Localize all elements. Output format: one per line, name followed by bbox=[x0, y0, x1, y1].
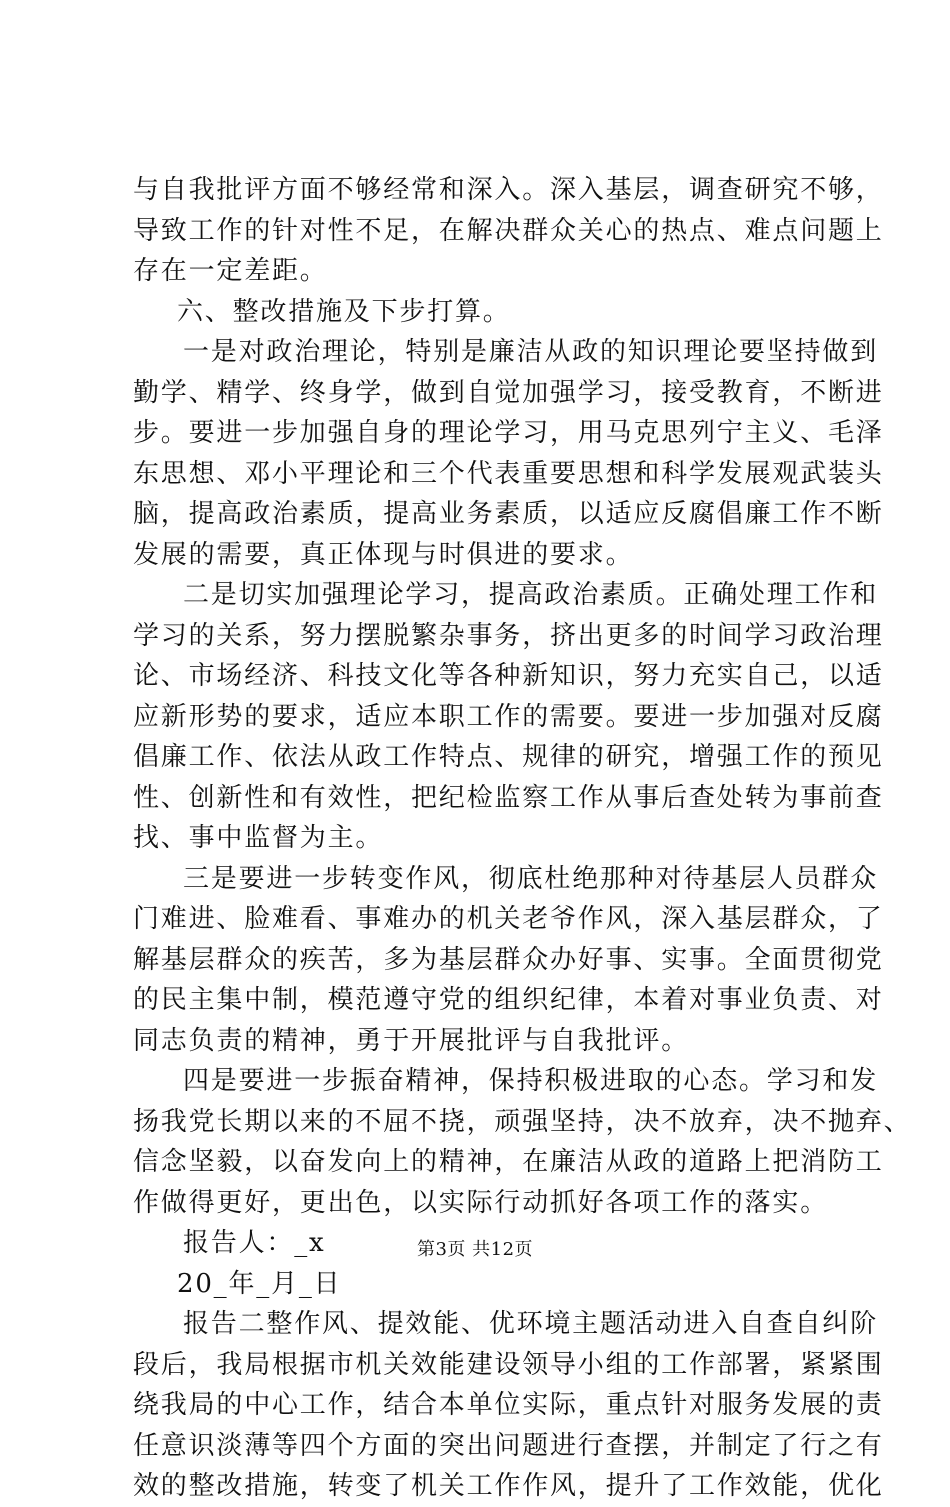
text-line: 步。要进一步加强自身的理论学习，用马克思列宁主义、毛泽 bbox=[133, 418, 884, 448]
text-line: 导致工作的针对性不足，在解决群众关心的热点、难点问题上 bbox=[133, 215, 884, 246]
text-line: 作做得更好，更出色，以实际行动抓好各项工作的落实。 bbox=[133, 1187, 829, 1218]
text-line: 学习的关系，努力摆脱繁杂事务，挤出更多的时间学习政治理 bbox=[133, 620, 884, 651]
text-line: 扬我党长期以来的不屈不挠，顽强坚持，决不放弃，决不抛弃、 bbox=[133, 1106, 912, 1137]
text-line: 脑，提高政治素质，提高业务素质，以适应反腐倡廉工作不断 bbox=[133, 499, 884, 529]
paragraph-start: 报告二整作风、提效能、优环境主题活动进入自查自纠阶 bbox=[183, 1309, 879, 1339]
text-line: 任意识淡薄等四个方面的突出问题进行查摆，并制定了行之有 bbox=[133, 1430, 884, 1461]
document-body bbox=[133, 170, 912, 1507]
text-line: 的民主集中制，模范遵守党的组织纪律，本着对事业负责、对 bbox=[133, 985, 884, 1015]
text-line: 门难进、脸难看、事难办的机关老爷作风，深入基层群众，了 bbox=[133, 904, 884, 934]
paragraph-start: 二是切实加强理论学习，提高政治素质。正确处理工作和 bbox=[183, 580, 879, 610]
text-line: 信念坚毅，以奋发向上的精神，在廉洁从政的道路上把消防工 bbox=[133, 1147, 884, 1177]
reporter-line: 报告人：_x bbox=[183, 1228, 326, 1258]
text-line: 应新形势的要求，适应本职工作的需要。要进一步加强对反腐 bbox=[133, 701, 884, 732]
paragraph-start: 四是要进一步振奋精神，保持积极进取的心态。学习和发 bbox=[183, 1066, 879, 1096]
page-number-footer: 第3页 共12页 bbox=[416, 1239, 534, 1260]
text-line: 勤学、精学、终身学，做到自觉加强学习，接受教育，不断进 bbox=[133, 377, 884, 408]
text-line: 找、事中监督为主。 bbox=[133, 823, 384, 853]
text-line: 论、市场经济、科技文化等各种新知识，努力充实自己，以适 bbox=[133, 661, 884, 691]
text-line: 效的整改措施，转变了机关工作作风，提升了工作效能，优化 bbox=[133, 1471, 884, 1501]
paragraph-start: 一是对政治理论，特别是廉洁从政的知识理论要坚持做到 bbox=[183, 337, 879, 367]
text-line: 绕我局的中心工作，结合本单位实际，重点针对服务发展的责 bbox=[133, 1390, 884, 1420]
text-line: 同志负责的精神，勇于开展批评与自我批评。 bbox=[133, 1025, 690, 1056]
paragraph-start: 三是要进一步转变作风，彻底杜绝那种对待基层人员群众 bbox=[183, 863, 879, 894]
text-line: 发展的需要，真正体现与时俱进的要求。 bbox=[133, 539, 634, 570]
date-line: 20_年_月_日 bbox=[177, 1268, 342, 1299]
text-line: 与自我批评方面不够经常和深入。深入基层，调查研究不够， bbox=[133, 175, 884, 205]
text-line: 解基层群众的疾苦，多为基层群众办好事、实事。全面贯彻党 bbox=[133, 944, 884, 975]
text-line: 东思想、邓小平理论和三个代表重要思想和科学发展观武装头 bbox=[133, 458, 884, 489]
text-line: 性、创新性和有效性，把纪检监察工作从事后查处转为事前查 bbox=[133, 782, 884, 813]
section-heading: 六、整改措施及下步打算。 bbox=[177, 296, 511, 327]
text-line: 段后，我局根据市机关效能建设领导小组的工作部署，紧紧围 bbox=[133, 1349, 884, 1380]
text-line: 存在一定差距。 bbox=[133, 256, 328, 286]
text-line: 倡廉工作、依法从政工作特点、规律的研究，增强工作的预见 bbox=[133, 742, 884, 772]
